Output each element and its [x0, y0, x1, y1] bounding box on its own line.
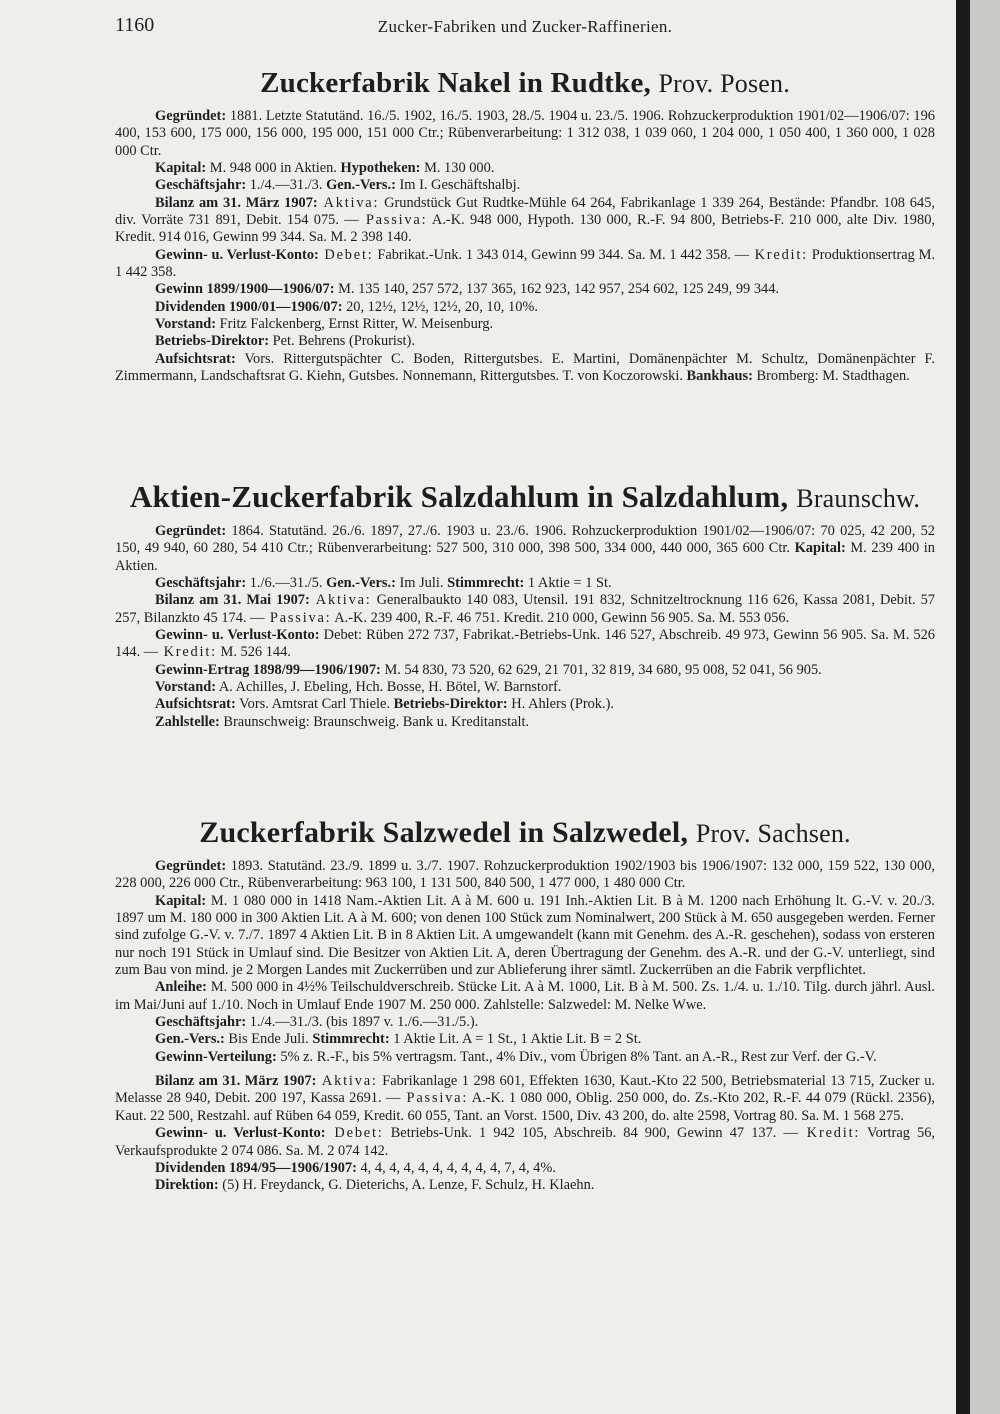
entry-profit-loss: [115, 1125, 935, 1160]
entry-capital: [115, 160, 935, 177]
entry-management: [115, 1177, 935, 1194]
field-text: Vortrag 56, Verkaufsprodukte 2 074 086. Sa. M. 2 074 142.: [115, 1125, 936, 1159]
field-text: Aktiva:: [309, 592, 372, 609]
field-label: Gewinn-Ertrag 1898/99—1906/1907:: [155, 661, 381, 678]
field-label: Kapital:: [155, 892, 207, 909]
company-entry-salzwedel: [115, 812, 935, 1195]
field-text: 1893. Statutänd. 23./9. 1899 u. 3./7. 1907. Rohzuckerproduktion 1902/1903 bis 1906/1907: 132 000, 159 522, 130 000, 228 000, 226 000 Ctr., Rübenverarbeitung: 963 100, 1 131 500, 840 500, 1 477 000, 1 480 000 Ctr.: [115, 858, 935, 892]
field-text: M. 526 144.: [216, 644, 291, 661]
page-edge-shadow: [956, 0, 970, 1414]
field-text: Debet: Rüben 272 737, Fabrikat.-Betriebs-Unk. 146 527, Abschreib. 49 973, Gewinn 56 905. Sa. M. 526 144. —: [115, 627, 936, 661]
field-text: Bromberg: M. Stadthagen.: [752, 368, 910, 385]
field-label: Bilanz am 31. Mai 1907:: [155, 592, 310, 609]
field-text: Bis Ende Juli.: [224, 1031, 313, 1048]
field-text: Debet:: [325, 1125, 384, 1142]
field-label: Stimmrecht:: [447, 575, 525, 592]
field-text: A. Achilles, J. Ebeling, Hch. Bosse, H. Bötel, W. Barnstorf.: [216, 679, 562, 696]
field-label: Gewinn-Verteilung:: [155, 1048, 277, 1065]
field-text: 1881. Letzte Statutänd. 16./5. 1902, 16./5. 1903, 28./5. 1904 u. 23./5. 1906. Rohzuckerproduktion 1901/02—1906/07: 196 400, 153 600, 175 000, 156 000, 195 000, 151 000 Ctr.; Rübenverarbeitung: 1 312 038, 1 039 060, 1 204 000, 1 050 400, 1 360 000, 1 028 000 Ctr.: [115, 108, 935, 159]
field-text: Aktiva:: [316, 1073, 378, 1090]
field-text: A.-K. 239 400, R.-F. 46 751. Kredit. 210 000, Gewinn 56 905. Sa. M. 553 056.: [331, 609, 790, 626]
field-label: Betriebs-Direktor:: [393, 696, 508, 713]
field-text: Vors. Rittergutspächter C. Boden, Rittergutsbes. E. Martini, Domänenpächter M. Schultz, Domänenpächter F. Zimmermann, Landschaftsrat G. Kiehn, Gutsbes. Nonnemann, Rittergutsbes. T. von Koczorowski.: [115, 350, 935, 385]
field-text: Im Juli.: [395, 575, 448, 592]
page-number: 1160: [115, 14, 155, 36]
field-text: M. 948 000 in Aktien.: [206, 160, 341, 177]
field-text: Debet:: [318, 246, 374, 263]
field-label: Bilanz am 31. März 1907:: [155, 194, 318, 211]
field-text: Kredit:: [158, 644, 217, 661]
entry-balance: [115, 592, 935, 627]
field-label: Zahlstelle:: [155, 713, 220, 730]
field-text: Passiva:: [358, 212, 428, 229]
field-text: Kredit:: [749, 246, 808, 263]
field-text: 1./4.—31./3. (bis 1897 v. 1./6.—31./5.).: [246, 1014, 479, 1031]
field-text: 1./4.—31./3.: [246, 177, 327, 194]
field-text: Vors. Amtsrat Carl Thiele.: [235, 696, 394, 713]
field-text: M. 239 400 in Aktien.: [115, 540, 935, 574]
field-text: Fritz Falckenberg, Ernst Ritter, W. Meisenburg.: [216, 316, 494, 333]
page-header: [115, 14, 935, 44]
field-label: Vorstand:: [155, 316, 217, 333]
entry-capital: [115, 893, 935, 980]
entry-dividends: [115, 1160, 935, 1177]
field-text: A.-K. 948 000, Hypoth. 130 000, R.-F. 94 800, Betriebs-F. 210 000, alte Div. 1980, Kredit. 914 016, Gewinn 99 344. Sa. M. 2 398 140.: [115, 212, 935, 246]
entry-director: [115, 333, 935, 350]
field-label: Gewinn- u. Verlust-Konto:: [155, 1125, 326, 1142]
field-label: Dividenden 1900/01—1906/07:: [155, 298, 343, 315]
field-text: Fabrikat.-Unk. 1 343 014, Gewinn 99 344. Sa. M. 1 442 358. —: [373, 246, 750, 263]
field-text: Fabrikanlage 1 298 601, Effekten 1630, Kaut.-Kto 22 500, Betriebsmaterial 13 715, Zucker u. Melasse 28 940, Debit. 200 197, Kassa 2691. —: [115, 1073, 935, 1107]
field-label: Gegründet:: [155, 523, 227, 539]
field-label: Kapital:: [155, 160, 207, 177]
field-text: H. Ahlers (Prok.).: [507, 696, 614, 713]
field-label: Gegründet:: [155, 858, 227, 874]
field-text: 4, 4, 4, 4, 4, 4, 4, 4, 4, 4, 7, 4, 4%.: [356, 1159, 556, 1176]
field-label: Direktion:: [155, 1177, 219, 1194]
page-edge-margin: [970, 0, 1000, 1414]
field-label: Gen.-Vers.:: [155, 1031, 225, 1048]
field-text: (5) H. Freydanck, G. Dieterichs, A. Lenze, F. Schulz, H. Klaehn.: [218, 1177, 595, 1194]
company-title: Aktien-Zuckerfabrik Salzdahlum in Salzdahlum, Braunschw.: [129, 479, 921, 514]
entry-balance: [115, 1073, 935, 1125]
running-title: Zucker-Fabriken und Zucker-Raffinerien.: [377, 17, 673, 36]
field-label: Gen.-Vers.:: [326, 575, 396, 592]
entry-profit-loss: [115, 247, 935, 282]
field-label: Dividenden 1894/95—1906/1907:: [155, 1159, 357, 1176]
field-text: Generalbaukto 140 083, Utensil. 191 832, Schnitzeltrocknung 116 626, Kassa 2081, Debit. 57 257, Bilanzkto 45 174. —: [115, 592, 936, 626]
entry-supervisory-board: [115, 351, 935, 386]
field-text: M. 500 000 in 4½% Teilschuldverschreib. Stücke Lit. A à M. 1000, Lit. B à M. 500. Zs. 1./4. u. 1./10. Tilg. durch jährl. Ausl. im Mai/Juni auf 1./10. Noch in Umlauf Ende 1907 M. 250 000. Zahlstelle: Salzwedel: M. Nelke Wwe.: [115, 979, 935, 1013]
entry-fiscal-year: [115, 177, 935, 194]
entry-board: [115, 316, 935, 333]
field-label: Vorstand:: [155, 679, 217, 696]
entry-fiscal-year: [115, 575, 935, 592]
field-text: A.-K. 1 080 000, Oblig. 250 000, do. Zs.-Kto 202, R.-F. 44 079 (Rückl. 2356), Kaut. 22 500, Restzahl. auf Rüben 64 059, Kredit. 60 055, Tant. an Vorst. 1500, Div. 43 200, do. alte 2598, Vortrag 80. Sa. M. 1 568 275.: [115, 1090, 935, 1124]
entry-founded: [115, 108, 935, 160]
entry-balance: [115, 195, 935, 247]
entry-supervisory-board: [115, 696, 935, 713]
field-text: 20, 12½, 12½, 12½, 20, 10, 10%.: [342, 298, 538, 315]
field-text: Passiva:: [400, 1090, 469, 1107]
field-text: 1 Aktie = 1 St.: [524, 575, 612, 592]
field-text: Im I. Geschäftshalbj.: [395, 177, 521, 194]
entry-founded: [115, 523, 935, 575]
field-text: Betriebs-Unk. 1 942 105, Abschreib. 84 900, Gewinn 47 137. —: [383, 1125, 798, 1142]
field-label: Gegründet:: [155, 108, 227, 124]
field-label: Betriebs-Direktor:: [155, 333, 270, 350]
field-label: Gen.-Vers.:: [326, 177, 396, 194]
field-text: Produktionsertrag M. 1 442 358.: [115, 246, 935, 281]
field-text: 1 Aktie Lit. A = 1 St., 1 Aktie Lit. B = 2 St.: [389, 1031, 642, 1048]
field-text: M. 54 830, 73 520, 62 629, 21 701, 32 819, 34 680, 95 008, 52 041, 56 905.: [380, 661, 822, 678]
field-text: Braunschweig: Braunschweig. Bank u. Kreditanstalt.: [219, 713, 530, 730]
field-label: Geschäftsjahr:: [155, 575, 247, 592]
entry-founded: [115, 858, 935, 893]
field-label: Gewinn 1899/1900—1906/07:: [155, 281, 335, 298]
field-text: Aktiva:: [317, 194, 380, 211]
field-label: Aufsichtsrat:: [155, 350, 236, 367]
field-label: Stimmrecht:: [312, 1031, 390, 1048]
field-text: 1./6.—31./5.: [246, 575, 327, 592]
field-text: Grundstück Gut Rudtke-Mühle 64 264, Fabrikanlage 1 339 264, Bestände: Pfandbr. 108 645, div. Vorräte 731 891, Debit. 154 075. —: [115, 194, 935, 229]
field-text: Passiva:: [264, 609, 332, 626]
field-label: Gewinn- u. Verlust-Konto:: [155, 246, 319, 263]
company-title: Zuckerfabrik Salzwedel in Salzwedel, Prov. Sachsen.: [199, 816, 851, 849]
entry-dividends: [115, 299, 935, 316]
field-label: Geschäftsjahr:: [155, 177, 247, 194]
entry-profits: [115, 281, 935, 298]
field-label: Bankhaus:: [686, 368, 753, 385]
field-text: M. 135 140, 257 572, 137 365, 162 923, 142 957, 254 602, 125 249, 99 344.: [334, 281, 780, 298]
entry-profit-loss: [115, 627, 935, 662]
field-label: Gewinn- u. Verlust-Konto:: [155, 627, 320, 644]
field-text: Kredit:: [797, 1125, 861, 1142]
entry-profit-distribution: [115, 1049, 935, 1066]
entry-fiscal-year: [115, 1014, 935, 1031]
field-label: Bilanz am 31. März 1907:: [155, 1073, 317, 1090]
company-entry-salzdahlum: [115, 476, 935, 731]
field-text: M. 1 080 000 in 1418 Nam.-Aktien Lit. A à M. 600 u. 191 Inh.-Aktien Lit. B à M. 1200 nach Erhöhung lt. G.-V. v. 20./3. 1897 um M. 180 000 in 300 Aktien Lit. A à M. 600; von denen 100 Stück zum Nominalwert, 200 Stück à M. 650 ausgegeben werden. Ferner sind zufolge G.-V. v. 7./7. 1897 4 Aktien Lit. B in 8 Aktien Lit. A umgewandelt (kann mit Genehm. des A.-R. geschehen), sodass von ersteren nur noch 191 Stück in Umlauf sind. Die Besitzer von Aktien Lit. A, deren Übertragung der Genehm. des A.-R. und der G.-V. unterliegt, sind zum Bau von mind. je 2 Morgen Landes mit Zuckerrüben und zur Ablieferung ihrer sämtl. Zuckerrüben an die Fabrik verpflichtet.: [115, 892, 935, 979]
field-text: 5% z. R.-F., bis 5% vertragsm. Tant., 4% Div., vom Übrigen 8% Tant. an A.-R., Rest zur Verf. der G.-V.: [276, 1048, 877, 1065]
field-text: 1864. Statutänd. 26./6. 1897, 27./6. 1903 u. 23./6. 1906. Rohzuckerproduktion 1901/02—1906/07: 70 025, 42 200, 52 150, 49 940, 60 280, 54 410 Ctr.; Rübenverarbeitung: 527 500, 310 000, 398 500, 334 000, 440 000, 365 600 Ctr.: [115, 523, 935, 557]
entry-loan: [115, 979, 935, 1014]
field-text: Pet. Behrens (Prokurist).: [269, 333, 415, 350]
field-text: M. 130 000.: [420, 160, 495, 177]
entry-general-meeting: [115, 1031, 935, 1048]
entry-profits: [115, 662, 935, 679]
company-title: Zuckerfabrik Nakel in Rudtke, Prov. Posen.: [260, 67, 790, 99]
entry-board: [115, 679, 935, 696]
field-label: Hypotheken:: [340, 160, 421, 177]
field-label: Kapital:: [794, 540, 846, 557]
company-entry-nakel: [115, 62, 935, 386]
field-label: Aufsichtsrat:: [155, 696, 236, 713]
field-label: Anleihe:: [155, 979, 207, 996]
field-label: Geschäftsjahr:: [155, 1014, 247, 1031]
entry-paying-agent: [115, 714, 935, 731]
